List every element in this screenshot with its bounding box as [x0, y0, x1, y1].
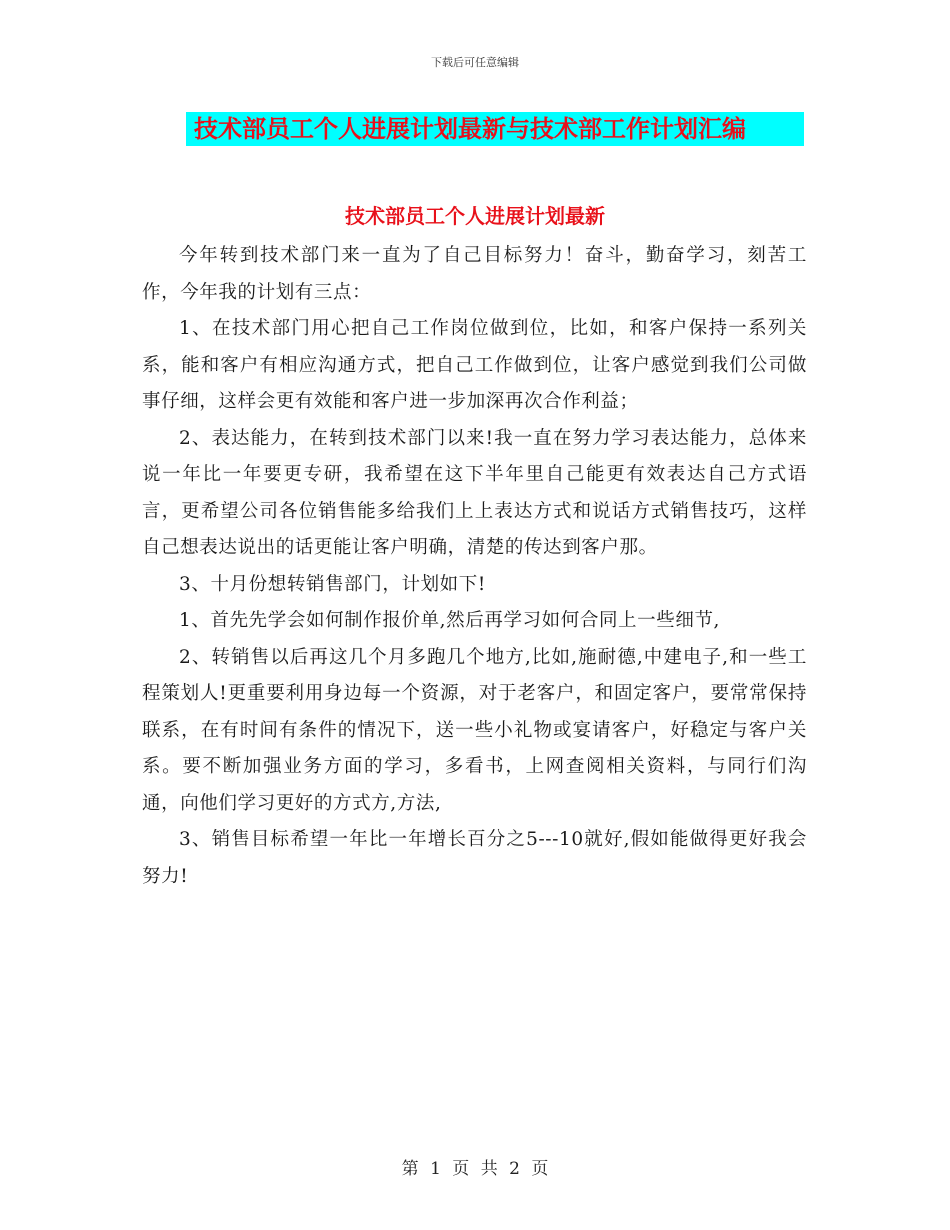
paragraph: 今年转到技术部门来一直为了自己目标努力！奋斗，勤奋学习，刻苦工作，今年我的计划有三点：	[142, 245, 807, 303]
paragraph: 1、首先先学会如何制作报价单,然后再学习如何合同上一些细节,	[179, 610, 721, 631]
header-note: 下载后可任意编辑	[431, 56, 519, 69]
paragraph: 1、在技术部门用心把自己工作岗位做到位，比如，和客户保持一系列关系，能和客户有相应沟通方式，把自己工作做到位，让客户感觉到我们公司做事仔细，这样会更有效能和客户进一步加深再次合作利益；	[142, 318, 807, 412]
section-title: 技术部员工个人进展计划最新	[345, 204, 605, 228]
paragraph: 2、转销售以后再这几个月多跑几个地方,比如,施耐德,中建电子,和一些工程策划人!更重要利用身边每一个资源，对于老客户，和固定客户，要常常保持联系，在有时间有条件的情况下，送一些小礼物或宴请客户，好稳定与客户关系。要不断加强业务方面的学习，多看书，上网查阅相关资料，与同行们沟通，向他们学习更好的方式方,方法,	[142, 646, 807, 814]
paragraph: 2、表达能力，在转到技术部门以来!我一直在努力学习表达能力，总体来说一年比一年要更专研，我希望在这下半年里自己能更有效表达自己方式语言，更希望公司各位销售能多给我们上上表达方式和说话方式销售技巧，这样自己想表达说出的话更能让客户明确，清楚的传达到客户那。	[142, 427, 807, 558]
paragraph: 3、十月份想转销售部门，计划如下!	[179, 573, 486, 595]
document-title: 技术部员工个人进展计划最新与技术部工作计划汇编	[194, 115, 746, 143]
page-number: 第 1 页 共 2 页	[401, 1159, 549, 1179]
paragraph: 3、销售目标希望一年比一年增长百分之5---10就好,假如能做得更好我会努力!	[142, 829, 807, 887]
body-text	[142, 220, 807, 895]
